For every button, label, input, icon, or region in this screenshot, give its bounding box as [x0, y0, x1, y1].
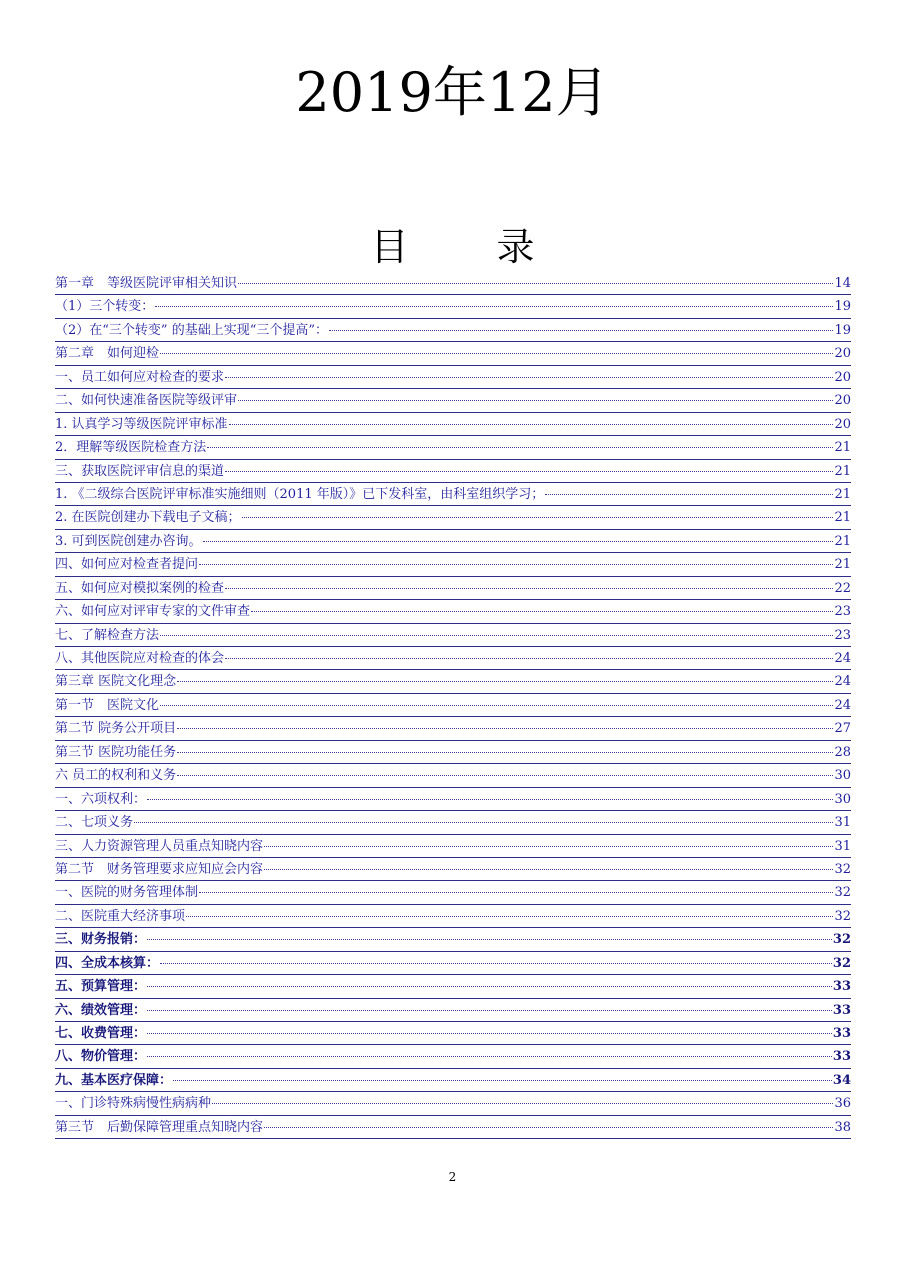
date-title: 2019年12月: [295, 61, 610, 124]
toc-dot-leader: [177, 716, 833, 729]
toc-entry-label: 1. 《二级综合医院评审标准实施细则（2011 年版）》已下发科室，由科室组织学习；: [55, 486, 545, 502]
toc-entry-label: 八、其他医院应对检查的体会: [55, 651, 225, 666]
toc-entry-label: 七、收费管理：: [55, 1026, 147, 1041]
toc-dot-leader: [251, 599, 833, 612]
toc-dot-leader: [199, 880, 833, 893]
toc-dot-leader: [147, 787, 833, 800]
toc-entry[interactable]: [55, 624, 851, 647]
toc-entry[interactable]: [55, 811, 851, 834]
toc-entry-label: 三、获取医院评审信息的渠道: [55, 463, 225, 479]
toc-entry[interactable]: [55, 1092, 851, 1115]
toc-entry-label: 四、全成本核算：: [55, 955, 160, 971]
toc-entry[interactable]: [55, 881, 851, 904]
toc-entry-label: 第一节 医院文化: [55, 697, 160, 713]
toc-entry-label: 第二节 院务公开项目: [55, 721, 177, 737]
toc-entry-page: 32: [834, 908, 851, 924]
toc-entry-page: 24: [834, 674, 851, 690]
toc-entry-page: 33: [832, 1026, 851, 1041]
toc-entry[interactable]: [55, 577, 851, 600]
toc-entry[interactable]: [55, 788, 851, 811]
toc-entry[interactable]: [55, 342, 851, 365]
page-number: 2: [448, 1170, 457, 1184]
toc-entry-label: 二、七项义务: [55, 815, 134, 831]
toc-dot-leader: [147, 998, 832, 1011]
toc-dot-leader: [199, 552, 833, 565]
toc-entry[interactable]: [55, 670, 851, 693]
toc-entry-page: 20: [834, 393, 851, 409]
toc-entry-page: 33: [832, 1002, 851, 1018]
toc-entry[interactable]: [55, 694, 851, 717]
toc-entry-label: （1）三个转变：: [55, 299, 155, 315]
toc-dot-leader: [225, 459, 833, 472]
toc-entry-page: 23: [834, 604, 851, 620]
toc-dot-leader: [238, 388, 833, 401]
toc-entry[interactable]: [55, 905, 851, 928]
table-of-contents: [55, 272, 851, 1139]
toc-entry-label: 八、物价管理：: [55, 1049, 147, 1065]
toc-dot-leader: [225, 646, 833, 659]
toc-entry[interactable]: [55, 741, 851, 764]
toc-entry-label: 七、了解检查方法: [55, 627, 160, 643]
toc-entry-page: 24: [834, 651, 851, 666]
toc-entry-label: 三、财务报销：: [55, 932, 147, 948]
toc-dot-leader: [147, 974, 832, 987]
toc-entry[interactable]: [55, 1022, 851, 1045]
toc-dot-leader: [329, 318, 833, 331]
toc-entry[interactable]: [55, 717, 851, 740]
toc-entry[interactable]: [55, 366, 851, 389]
toc-entry-page: 21: [834, 463, 851, 479]
toc-entry-page: 38: [834, 1119, 851, 1135]
toc-entry-page: 24: [834, 697, 851, 713]
toc-entry[interactable]: [55, 483, 851, 506]
toc-entry-label: 第三章 医院文化理念: [55, 674, 177, 690]
toc-entry-label: 五、如何应对模拟案例的检查: [55, 580, 225, 596]
toc-entry[interactable]: [55, 1069, 851, 1092]
toc-entry-label: 六、如何应对评审专家的文件审查: [55, 604, 251, 620]
toc-dot-leader: [155, 294, 833, 307]
toc-entry-page: 19: [834, 322, 851, 338]
toc-dot-leader: [147, 1044, 832, 1057]
toc-entry[interactable]: [55, 272, 851, 295]
toc-entry-page: 27: [834, 721, 851, 737]
toc-entry-label: 九、基本医疗保障：: [55, 1072, 173, 1088]
toc-entry-page: 32: [834, 885, 851, 901]
toc-entry[interactable]: [55, 460, 851, 483]
toc-entry-label: 第三节 医院功能任务: [55, 744, 177, 760]
toc-heading: 目录: [370, 225, 623, 269]
toc-entry-label: 四、如何应对检查者提问: [55, 557, 199, 573]
toc-entry-page: 32: [834, 861, 851, 877]
toc-dot-leader: [160, 341, 833, 354]
toc-entry-page: 32: [832, 955, 851, 971]
toc-entry-page: 21: [834, 557, 851, 573]
toc-entry[interactable]: [55, 858, 851, 881]
toc-dot-leader: [160, 951, 832, 964]
toc-entry-page: 23: [834, 627, 851, 643]
toc-entry[interactable]: [55, 295, 851, 318]
toc-entry-label: 第三节 后勤保障管理重点知晓内容: [55, 1119, 264, 1135]
toc-dot-leader: [147, 1021, 832, 1034]
toc-dot-leader: [177, 763, 833, 776]
toc-entry[interactable]: [55, 413, 851, 436]
toc-entry[interactable]: [55, 952, 851, 975]
toc-entry-label: （2）在“三个转变” 的基础上实现“三个提高”：: [55, 322, 328, 338]
toc-entry-label: 一、医院的财务管理体制: [55, 885, 199, 901]
toc-entry-label: 3. 可到医院创建办咨询。: [55, 533, 202, 549]
toc-entry-label: 六 员工的权利和义务: [55, 768, 177, 784]
toc-dot-leader: [177, 740, 833, 753]
toc-dot-leader: [147, 927, 832, 940]
toc-dot-leader: [177, 669, 833, 682]
toc-entry-label: 三、人力资源管理人员重点知晓内容: [55, 838, 264, 854]
toc-entry-page: 33: [832, 979, 851, 995]
toc-entry-page: 21: [834, 486, 851, 502]
toc-entry-label: 1. 认真学习等级医院评审标准: [55, 416, 228, 432]
toc-dot-leader: [264, 857, 833, 870]
toc-entry-label: 第一章 等级医院评审相关知识: [55, 276, 238, 291]
toc-entry[interactable]: [55, 1045, 851, 1068]
toc-entry[interactable]: [55, 553, 851, 576]
toc-entry[interactable]: [55, 436, 851, 459]
toc-entry-page: 31: [834, 838, 851, 854]
toc-entry-page: 20: [834, 369, 851, 385]
toc-entry-page: 14: [834, 276, 851, 291]
toc-entry-label: 五、预算管理：: [55, 979, 147, 995]
toc-dot-leader: [186, 904, 833, 917]
toc-entry-page: 30: [834, 791, 851, 807]
toc-dot-leader: [225, 576, 833, 589]
toc-dot-leader: [242, 505, 834, 518]
toc-entry[interactable]: [55, 1116, 851, 1139]
toc-entry-label: 第二节 财务管理要求应知应会内容: [55, 861, 264, 877]
toc-entry-page: 36: [834, 1096, 851, 1112]
toc-entry[interactable]: [55, 506, 851, 529]
toc-entry[interactable]: [55, 975, 851, 998]
toc-entry-page: 22: [834, 580, 851, 596]
toc-entry-page: 21: [834, 510, 851, 526]
toc-entry-page: 21: [834, 440, 851, 456]
toc-entry-page: 32: [832, 932, 851, 948]
toc-entry-label: 六、绩效管理：: [55, 1002, 147, 1018]
toc-dot-leader: [225, 365, 833, 378]
toc-entry[interactable]: [55, 928, 851, 951]
toc-entry-label: 二、医院重大经济事项: [55, 908, 186, 924]
toc-entry-label: 第二章 如何迎检: [55, 346, 160, 362]
toc-entry-label: 2．理解等级医院检查方法: [55, 440, 207, 456]
toc-entry[interactable]: [55, 600, 851, 623]
toc-dot-leader: [545, 482, 833, 495]
toc-entry-label: 二、如何快速准备医院等级评审: [55, 393, 238, 409]
toc-dot-leader: [264, 834, 833, 847]
toc-entry-page: 31: [834, 815, 851, 831]
toc-dot-leader: [229, 412, 834, 425]
toc-entry[interactable]: [55, 389, 851, 412]
toc-dot-leader: [264, 1115, 833, 1128]
toc-entry-page: 33: [832, 1049, 851, 1065]
toc-entry-page: 28: [834, 744, 851, 760]
toc-entry-page: 20: [834, 346, 851, 362]
toc-entry-label: 一、门诊特殊病慢性病病种: [55, 1096, 212, 1112]
toc-entry[interactable]: [55, 530, 851, 553]
toc-dot-leader: [134, 810, 833, 823]
toc-dot-leader: [207, 435, 833, 448]
toc-entry-page: 20: [834, 416, 851, 432]
toc-entry-label: 一、员工如何应对检查的要求: [55, 369, 225, 385]
toc-entry[interactable]: [55, 999, 851, 1022]
toc-dot-leader: [212, 1091, 833, 1104]
toc-entry[interactable]: [55, 835, 851, 858]
toc-entry-label: 一、六项权利：: [55, 791, 147, 807]
toc-entry[interactable]: [55, 764, 851, 787]
toc-entry-label: 2. 在医院创建办下载电子文稿；: [55, 510, 241, 526]
toc-entry-page: 34: [832, 1072, 851, 1088]
toc-entry[interactable]: [55, 319, 851, 342]
toc-dot-leader: [160, 693, 833, 706]
toc-dot-leader: [238, 271, 833, 284]
toc-dot-leader: [203, 529, 834, 542]
toc-entry-page: 21: [834, 533, 851, 549]
toc-entry[interactable]: [55, 647, 851, 670]
toc-entry-page: 30: [834, 768, 851, 784]
toc-dot-leader: [173, 1068, 832, 1081]
toc-dot-leader: [160, 623, 833, 636]
toc-entry-page: 19: [834, 299, 851, 315]
